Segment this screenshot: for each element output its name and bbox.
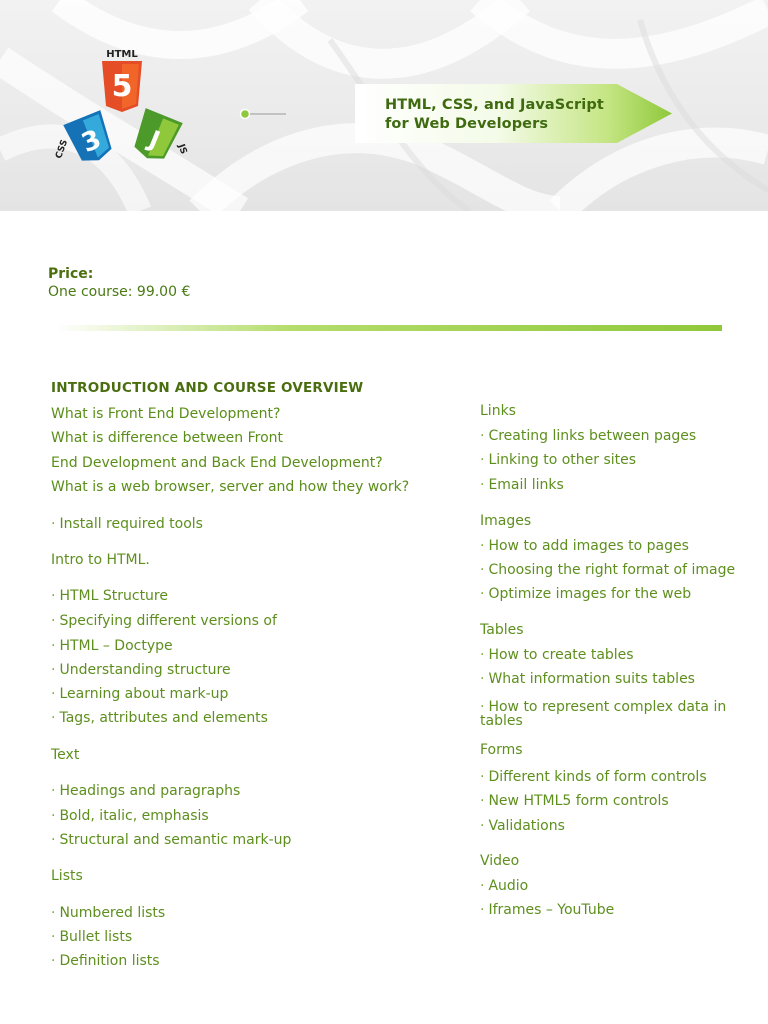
bullet-dot: · — [51, 953, 56, 969]
list-item-text: Email links — [488, 477, 564, 493]
section-title-forms: Forms — [480, 742, 523, 758]
list-item — [51, 613, 277, 630]
section-title-intro-html: Intro to HTML. — [51, 552, 150, 568]
list-item-text: New HTML5 form controls — [488, 793, 669, 809]
bullet-dot: · — [480, 538, 485, 554]
list-item — [480, 538, 689, 555]
section-title-video: Video — [480, 853, 520, 869]
list-item-text: Validations — [488, 818, 565, 834]
bullet-dot: · — [51, 832, 56, 848]
list-item-text: Headings and paragraphs — [59, 783, 241, 799]
list-item — [51, 832, 291, 849]
list-item-text: Bold, italic, emphasis — [59, 808, 209, 824]
list-item-text: What information suits tables — [488, 671, 695, 687]
section-title-text: Text — [51, 747, 80, 763]
section-title-images: Images — [480, 513, 532, 529]
list-item-text: Choosing the right format of image — [488, 562, 736, 578]
bullet-dot: · — [51, 588, 56, 604]
price-block — [48, 265, 190, 301]
list-item-text: Iframes – YouTube — [488, 902, 615, 918]
list-item-text: Specifying different versions of — [59, 613, 277, 629]
intro-line: What is a web browser, server and how they work? — [51, 479, 410, 495]
section-title-links: Links — [480, 403, 516, 419]
list-item — [51, 686, 228, 703]
bullet-dot: · — [480, 793, 485, 809]
html-css-js-logo — [52, 46, 192, 170]
list-item — [51, 588, 168, 605]
bullet-dot: · — [51, 905, 56, 921]
javascript-shield-icon — [128, 108, 182, 166]
list-item — [51, 516, 203, 533]
list-item — [480, 452, 636, 469]
list-item-text: Numbered lists — [59, 905, 166, 921]
bullet-dot: · — [480, 818, 485, 834]
bullet-dot: · — [480, 878, 485, 894]
course-title-banner — [355, 84, 672, 143]
bullet-dot: · — [51, 929, 56, 945]
bullet-dot: · — [480, 452, 485, 468]
intro-line: What is Front End Development? — [51, 406, 281, 422]
list-item-text: Bullet lists — [59, 929, 133, 945]
list-item-text: Different kinds of form controls — [488, 769, 707, 785]
section-title-lists: Lists — [51, 868, 83, 884]
svg-text:3: 3 — [77, 124, 106, 160]
bullet-dot: · — [480, 562, 485, 578]
list-item — [480, 428, 696, 445]
list-item — [480, 647, 634, 664]
list-item — [480, 902, 614, 919]
list-item-text: How to represent complex data in tables — [480, 699, 727, 729]
list-item-text: Linking to other sites — [488, 452, 637, 468]
list-item-text: Structural and semantic mark-up — [59, 832, 292, 848]
list-item-text: HTML Structure — [59, 588, 168, 604]
connector-dot-line — [238, 106, 290, 122]
list-item-text: Definition lists — [59, 953, 160, 969]
list-item — [480, 769, 707, 786]
list-item-text: Tags, attributes and elements — [59, 710, 268, 726]
course-title — [385, 96, 604, 134]
list-item — [51, 638, 173, 655]
bullet-dot: · — [480, 699, 485, 715]
list-item — [51, 905, 165, 922]
html5-shield-icon — [102, 61, 142, 112]
section-title-tables: Tables — [480, 622, 524, 638]
intro-section-title: INTRODUCTION AND COURSE OVERVIEW — [51, 380, 364, 396]
bullet-dot: · — [51, 613, 56, 629]
list-item — [480, 793, 669, 810]
list-item-text: Optimize images for the web — [488, 586, 692, 602]
list-item — [480, 671, 695, 688]
course-title-line1: HTML, CSS, and JavaScript — [385, 97, 604, 113]
intro-line: End Development and Back End Development? — [51, 455, 383, 471]
bullet-dot: · — [51, 638, 56, 654]
list-item — [51, 710, 268, 727]
list-item — [51, 808, 209, 825]
list-item — [51, 662, 231, 679]
list-item-text: Install required tools — [59, 516, 203, 532]
intro-line: What is difference between Front — [51, 430, 283, 446]
bullet-dot: · — [480, 902, 485, 918]
list-item — [480, 586, 691, 603]
price-value: One course: 99.00 € — [48, 284, 191, 300]
logo-css-text: CSS — [54, 138, 71, 161]
bullet-dot: · — [51, 783, 56, 799]
bullet-dot: · — [480, 671, 485, 687]
list-item-text: Understanding structure — [59, 662, 231, 678]
svg-text:J: J — [145, 125, 164, 155]
list-item-text: Creating links between pages — [488, 428, 697, 444]
section-divider — [55, 325, 722, 331]
list-item — [480, 562, 735, 579]
list-item-text: How to create tables — [488, 647, 634, 663]
list-item — [51, 953, 160, 970]
bullet-dot: · — [51, 710, 56, 726]
logo-html-text: HTML — [106, 49, 138, 60]
list-item-text: How to add images to pages — [488, 538, 689, 554]
list-item — [480, 818, 565, 835]
price-label: Price: — [48, 266, 94, 282]
logo-html5-number: 5 — [111, 69, 133, 104]
bullet-dot: · — [480, 586, 485, 602]
list-item — [51, 783, 240, 800]
css3-shield-icon — [63, 110, 117, 168]
list-item-text: HTML – Doctype — [59, 638, 173, 654]
logo-js-text: JS — [175, 142, 189, 156]
bullet-dot: · — [480, 769, 485, 785]
course-title-line2: for Web Developers — [385, 116, 549, 132]
list-item — [51, 929, 132, 946]
bullet-dot: · — [51, 686, 56, 702]
list-item-text: Learning about mark-up — [59, 686, 229, 702]
bullet-dot: · — [480, 647, 485, 663]
list-item — [480, 700, 730, 728]
bullet-dot: · — [51, 662, 56, 678]
header-banner — [0, 0, 768, 211]
bullet-dot: · — [51, 808, 56, 824]
list-item-text: Audio — [488, 878, 529, 894]
list-item — [480, 477, 564, 494]
bullet-dot: · — [51, 516, 56, 532]
bullet-dot: · — [480, 477, 485, 493]
bullet-dot: · — [480, 428, 485, 444]
list-item — [480, 878, 528, 895]
